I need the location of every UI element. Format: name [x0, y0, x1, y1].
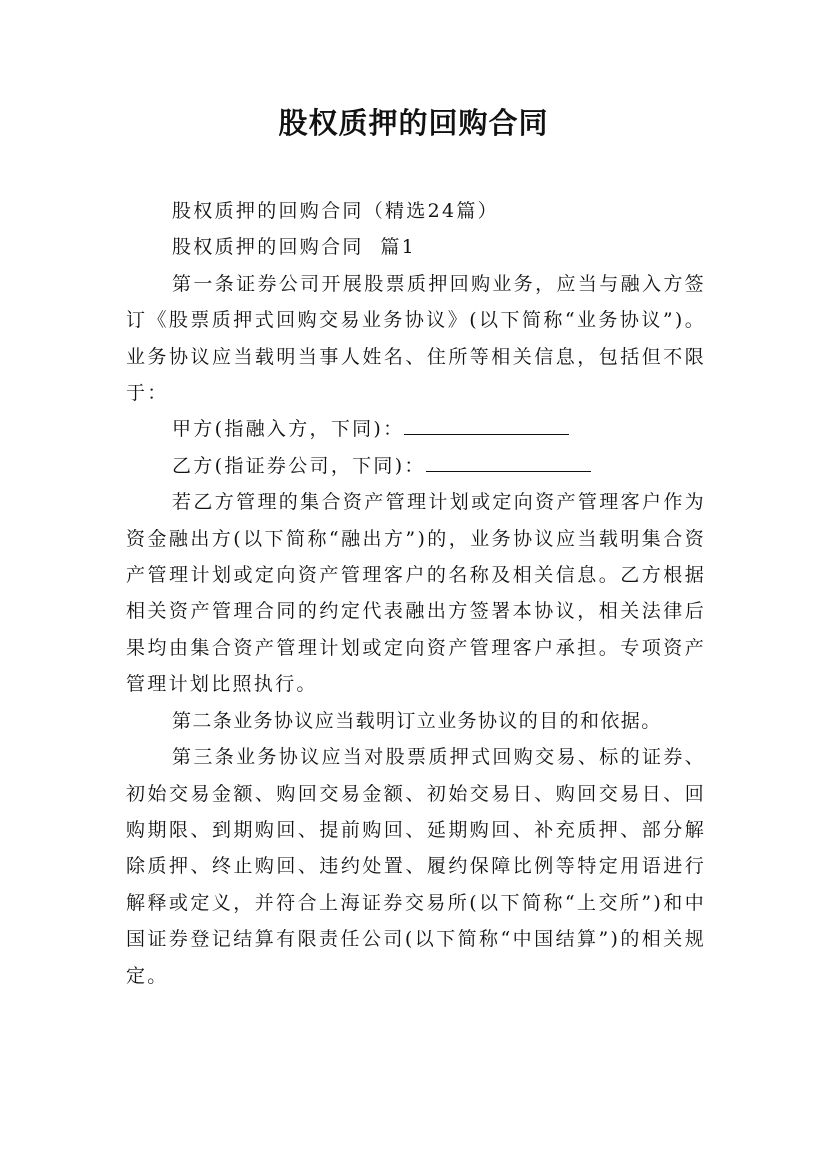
party-a-line — [126, 411, 706, 447]
document-subtitle: 股权质押的回购合同（精选24篇） — [172, 200, 499, 222]
section-heading: 股权质押的回购合同 篇1 — [172, 236, 417, 259]
party-b-blank-field — [426, 451, 591, 472]
party-b-line — [126, 448, 706, 484]
paragraph-article-2: 第二条业务协议应当载明订立业务协议的目的和依据。 — [172, 709, 662, 732]
party-a-blank-field — [404, 414, 569, 435]
paragraph-article-1: 第一条证券公司开展股票质押回购业务，应当与融入方签订《股票质押式回购交易业务协议》(以下简称“业务协议”)。业务协议应当载明当事人姓名、住所等相关信息，包括但不限于： — [126, 272, 706, 405]
document-body — [126, 193, 706, 994]
paragraph-asset-management: 若乙方管理的集合资产管理计划或定向资产管理客户作为资金融出方(以下简称“融出方”)的，业务协议应当载明集合资产管理计划或定向资产管理客户的名称及相关信息。乙方根据相关资产管理合同的约定代表融出方签署本协议，相关法律后果均由集合资产管理计划或定向资产管理客户承担。专项资产管理计划比照执行。 — [126, 491, 706, 696]
party-b-label: 乙方(指证券公司，下同)： — [172, 454, 426, 477]
document-title: 股权质押的回购合同 — [278, 106, 549, 140]
party-a-label: 甲方(指融入方，下同)： — [172, 418, 405, 441]
paragraph-article-3: 第三条业务协议应当对股票质押式回购交易、标的证券、初始交易金额、购回交易金额、初始交易日、购回交易日、回购期限、到期购回、提前购回、延期购回、补充质押、部分解除质押、终止购回、违约处置、履约保障比例等特定用语进行解释或定义，并符合上海证券交易所(以下简称“上交所”)和中国证券登记结算有限责任公司(以下简称“中国结算”)的相关规定。 — [126, 746, 706, 987]
